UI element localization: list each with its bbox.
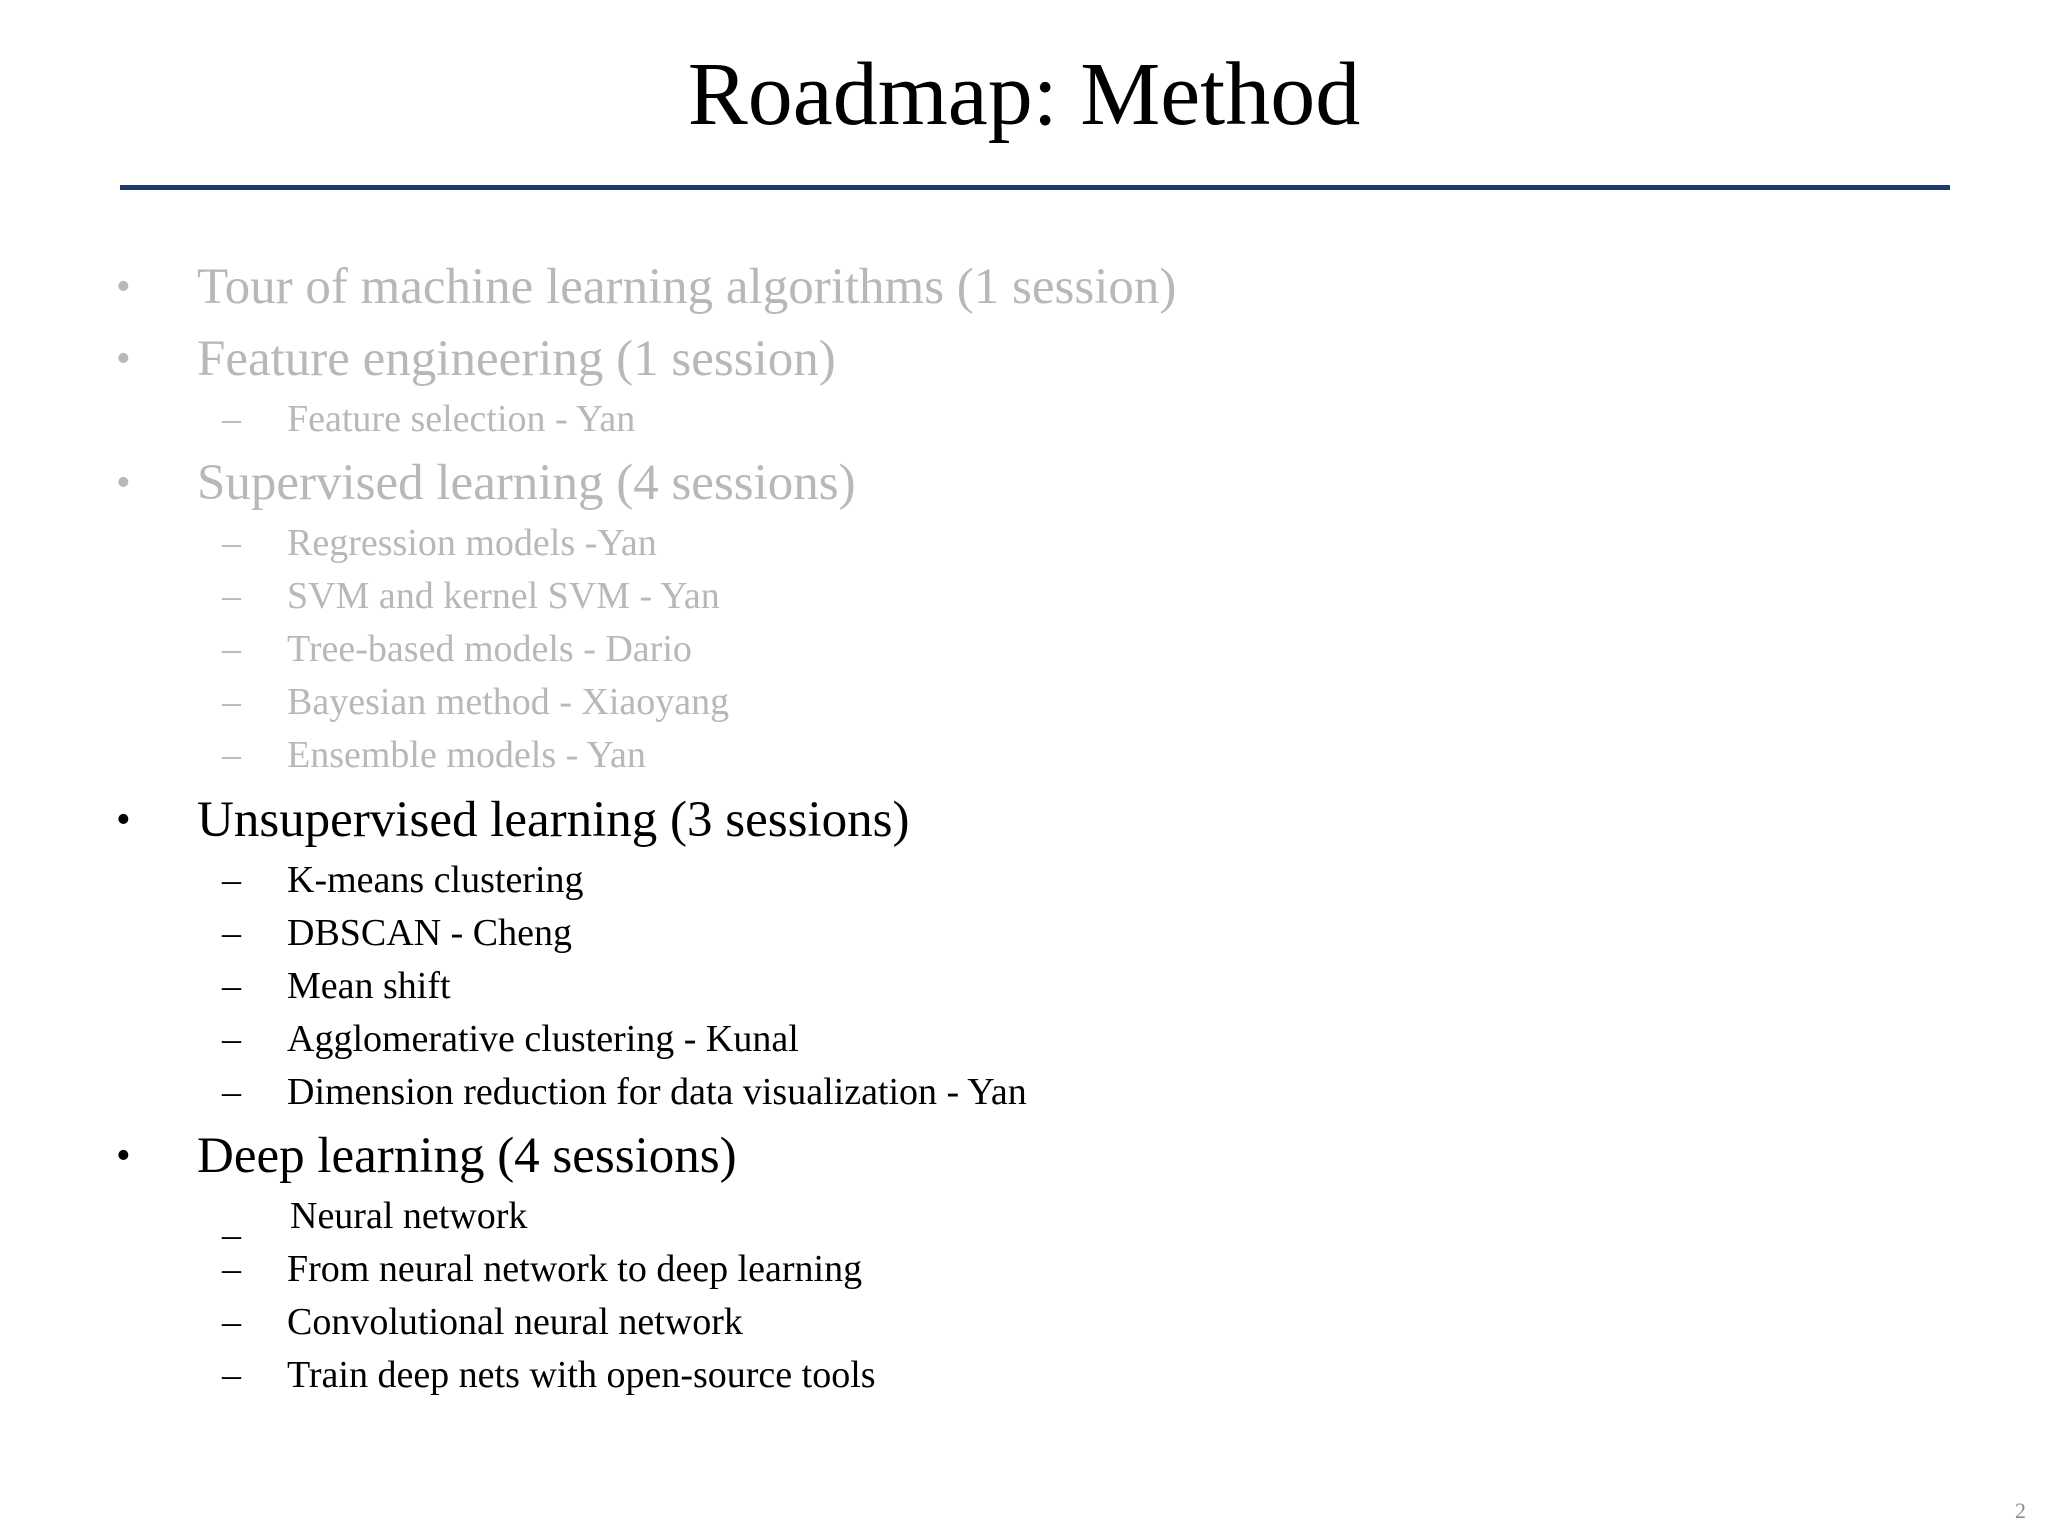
bullet: •	[116, 460, 131, 506]
subtopic-label: K-means clustering	[287, 859, 584, 901]
bullet: •	[116, 336, 131, 382]
dash: –	[222, 1071, 241, 1113]
subtopic-label: Dimension reduction for data visualization - Yan	[287, 1071, 1027, 1113]
dash: –	[222, 965, 241, 1007]
bullet: •	[116, 797, 131, 843]
topic-label: Deep learning (4 sessions)	[197, 1128, 737, 1184]
dash: –	[222, 1301, 241, 1343]
subtopic-label: Mean shift	[287, 965, 451, 1007]
subtopic-label: From neural network to deep learning	[287, 1248, 863, 1290]
topic-label: Supervised learning (4 sessions)	[197, 455, 856, 511]
subtopic-label: Feature selection - Yan	[287, 398, 636, 440]
subtopic-label: Train deep nets with open-source tools	[287, 1354, 876, 1396]
dash: –	[222, 575, 241, 617]
bullet: •	[116, 264, 131, 310]
subtopic-label: Regression models -Yan	[287, 522, 657, 564]
dash: –	[222, 859, 241, 901]
dash: –	[222, 912, 241, 954]
subtopic-label: Convolutional neural network	[287, 1301, 743, 1343]
dash: _	[222, 1201, 241, 1243]
dash: –	[222, 1354, 241, 1396]
dash: –	[222, 522, 241, 564]
subtopic-label: Ensemble models - Yan	[287, 734, 646, 776]
dash: –	[222, 734, 241, 776]
dash: –	[222, 1018, 241, 1060]
page-number: 2	[2015, 1498, 2026, 1523]
subtopic-label: SVM and kernel SVM - Yan	[287, 575, 720, 617]
dash: –	[222, 398, 241, 440]
subtopic-label: DBSCAN - Cheng	[287, 912, 573, 954]
topic-label: Unsupervised learning (3 sessions)	[197, 792, 910, 848]
slide-title: Roadmap: Method	[687, 45, 1361, 144]
dash: –	[222, 628, 241, 670]
dash: –	[222, 681, 241, 723]
subtopic-label: Neural network	[290, 1195, 528, 1237]
topic-label: Feature engineering (1 session)	[197, 331, 836, 387]
subtopic-label: Bayesian method - Xiaoyang	[287, 681, 730, 723]
bullet: •	[116, 1133, 131, 1179]
topic-label: Tour of machine learning algorithms (1 session)	[197, 259, 1177, 315]
title-divider	[120, 185, 1950, 190]
subtopic-label: Agglomerative clustering - Kunal	[287, 1018, 799, 1060]
subtopic-label: Tree-based models - Dario	[287, 628, 692, 670]
dash: –	[222, 1248, 241, 1290]
